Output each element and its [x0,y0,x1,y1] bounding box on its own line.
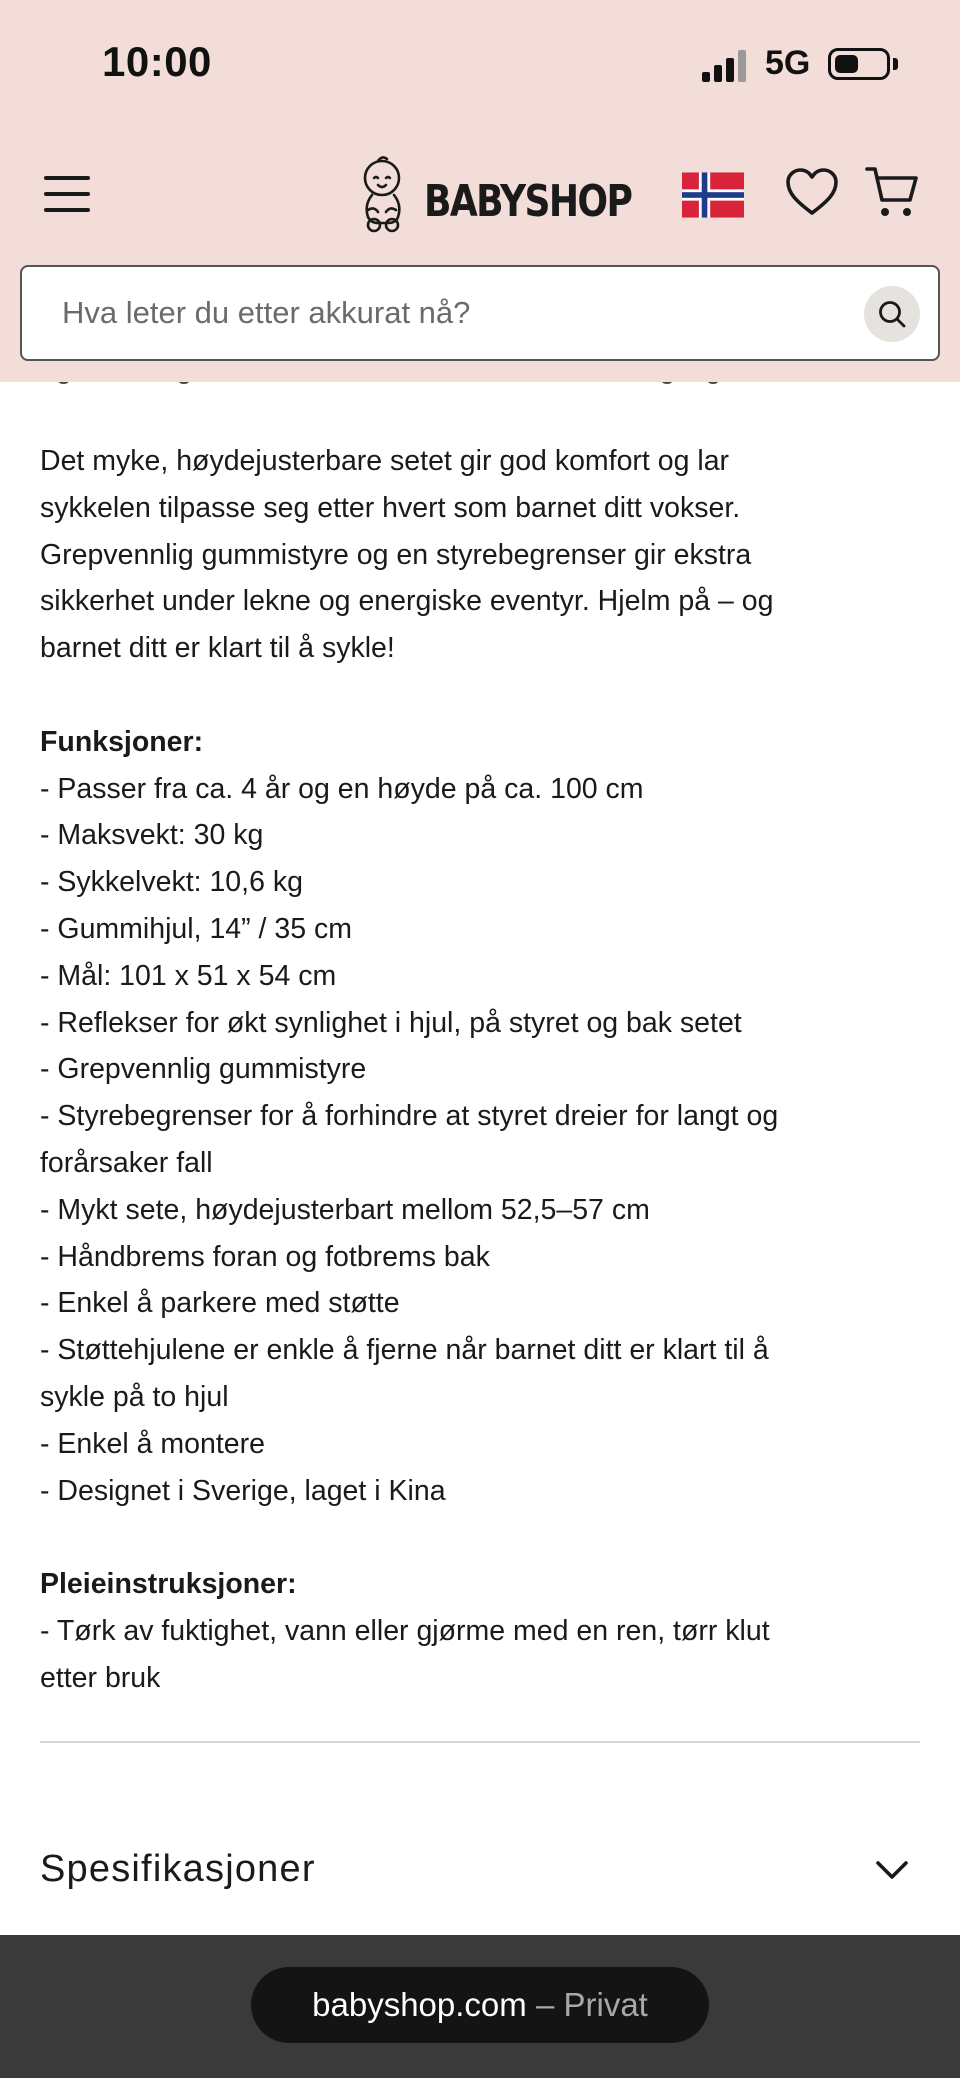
status-bar [0,0,960,120]
feature-item: sykle på to hjul [40,1380,229,1413]
care-item: - Tørk av fuktighet, vann eller gjørme med en ren, tørr klut [40,1614,770,1647]
chevron-down-icon [874,1852,910,1888]
feature-item: - Grepvennlig gummistyre [40,1053,367,1086]
browsing-mode: Privat [563,1986,648,2023]
search-bar [20,265,940,361]
care-instructions [40,1608,920,1702]
product-description [40,382,920,1702]
feature-item: - Støttehjulene er enkle å fjerne når barnet ditt er klart til å [40,1334,769,1367]
feature-item: - Passer fra ca. 4 år og en høyde på ca. 100 cm [40,772,644,805]
search-icon [877,299,907,329]
baby-mascot-icon [354,154,414,234]
battery-icon [828,48,890,80]
site-header [0,0,960,382]
norway-flag-icon[interactable] [682,172,744,218]
paragraph-line: barnet ditt er klart til å sykle! [40,632,395,665]
paragraph-line: sikkerhet under lekne og energiske eventyr. Hjelm på – og [40,585,774,618]
feature-item: - Gummihjul, 14” / 35 cm [40,912,352,945]
feature-item: - Mykt sete, høydejusterbart mellom 52,5–57 cm [40,1193,650,1226]
status-time: 10:00 [102,38,212,85]
feature-item: forårsaker fall [40,1146,213,1179]
browser-bottom-bar [0,1935,960,2078]
paragraph-line: Det myke, høydejusterbare setet gir god komfort og lar [40,445,730,477]
feature-item: - Reflekser for økt synlighet i hjul, på styret og bak setet [40,1006,742,1039]
specifications-accordion[interactable] [40,1830,920,1910]
care-item: etter bruk [40,1661,161,1694]
feature-item: - Mål: 101 x 51 x 54 cm [40,959,337,992]
network-type: 5G [765,44,811,82]
feature-item: - Designet i Sverige, laget i Kina [40,1474,446,1507]
address-bar[interactable] [251,1967,709,2043]
logo-text: BABYSHOP [424,176,632,227]
battery-cap [893,58,898,70]
url-domain: babyshop.com [312,1986,527,2023]
search-input[interactable] [22,267,842,359]
cart-icon[interactable] [864,164,920,222]
features-list [40,766,920,1515]
hamburger-menu-icon[interactable] [44,174,92,214]
feature-item: - Håndbrems foran og fotbrems bak [40,1240,490,1273]
feature-item: - Maksvekt: 30 kg [40,819,264,852]
search-button[interactable] [864,286,920,342]
feature-item: - Styrebegrenser for å forhindre at styret dreier for langt og [40,1100,779,1133]
section-divider [40,1741,920,1743]
feature-item: - Sykkelvekt: 10,6 kg [40,866,303,899]
main-nav [0,140,960,250]
url-separator: – [526,1986,564,2023]
description-paragraph [40,438,920,672]
cellular-signal-icon [702,50,750,82]
paragraph-line: Grepvennlig gummistyre og en styrebegrenser gir ekstra [40,538,752,571]
babyshop-logo[interactable] [354,154,632,234]
features-heading: Funksjoner: [40,725,204,758]
care-heading: Pleieinstruksjoner: [40,1568,297,1601]
heart-icon[interactable] [784,166,840,218]
battery-level [835,55,858,73]
specifications-label: Spesifikasjoner [40,1848,316,1890]
paragraph-line: sykkelen tilpasse seg etter hvert som barnet ditt vokser. [40,491,741,524]
feature-item: - Enkel å parkere med støtte [40,1287,400,1320]
feature-item: - Enkel å montere [40,1427,265,1460]
